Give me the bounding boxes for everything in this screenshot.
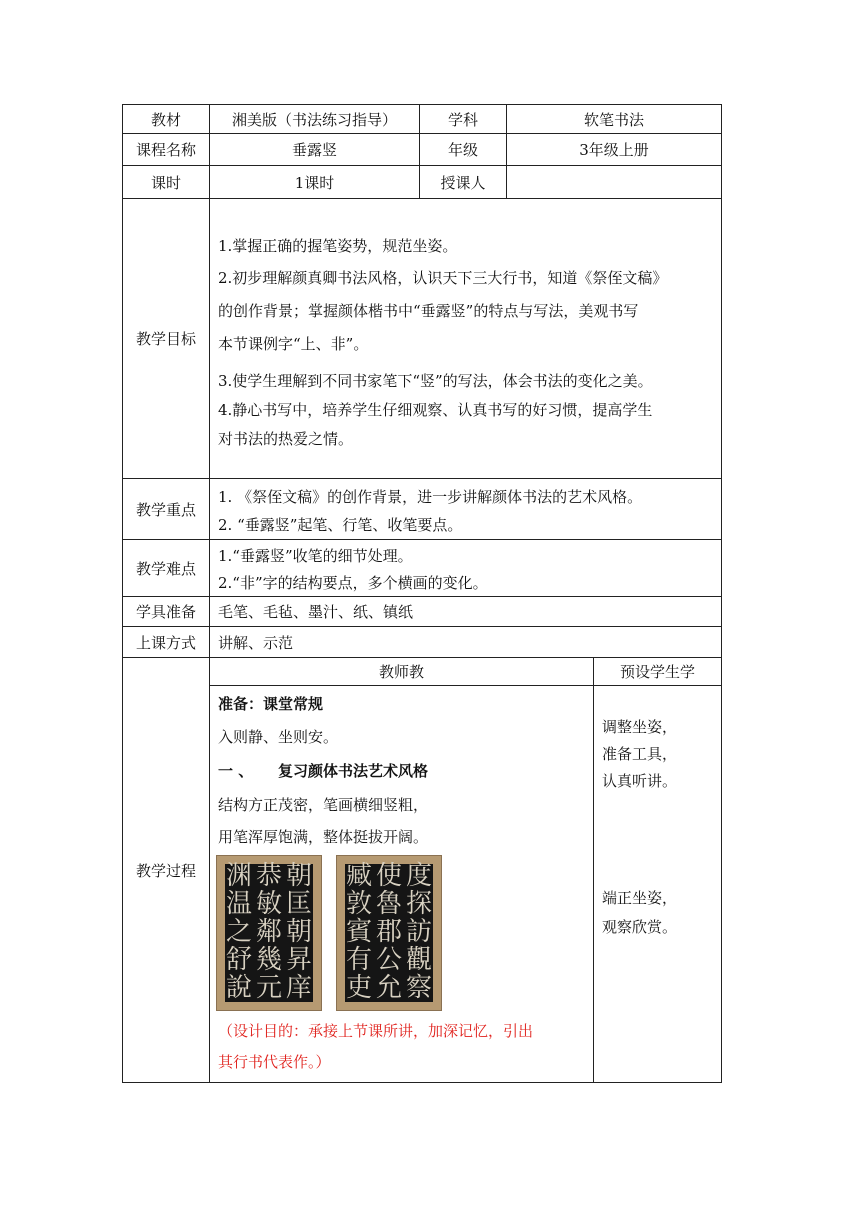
value-grade-text: 3年级上册: [579, 141, 649, 159]
label-textbook-text: 教材: [150, 110, 181, 129]
label-course-name: [122, 133, 210, 166]
design-note-line: （设计目的：承接上节课所讲，加深记忆，引出: [218, 1022, 534, 1040]
teacher-header-text: 教师教: [378, 663, 424, 681]
calligraphy-rubbing-image: [216, 855, 322, 1011]
student-line: 端正坐姿，: [602, 889, 678, 907]
design-note-line: 其行书代表作。）: [218, 1053, 331, 1071]
label-method: [122, 626, 210, 658]
value-textbook-text: 湘美版（书法练习指导）: [231, 110, 397, 129]
calligraphy-rubbing-image: [336, 855, 442, 1011]
label-class-hours: [122, 165, 210, 199]
label-goals: [122, 198, 210, 479]
student-header: [593, 657, 722, 686]
label-tools: [122, 596, 210, 627]
goal-line: 对书法的热爱之情。: [218, 430, 354, 448]
value-course-name: [209, 133, 420, 166]
tools-content: [209, 596, 722, 627]
value-teacher: [506, 165, 722, 199]
label-difficulties: [122, 539, 210, 597]
goal-line: 4.静心书写中，培养学生仔细观察、认真书写的好习惯，提高学生: [218, 401, 653, 419]
value-class-hours: [209, 165, 420, 199]
section1-title: 复习颜体书法艺术风格: [278, 762, 429, 780]
rubbing-column: 臧 敦 賓 有 吏: [345, 861, 372, 1003]
label-key-points: [122, 478, 210, 540]
goal-line: 的创作背景；掌握颜体楷书中“垂露竖”的特点与写法，美观书写: [218, 302, 639, 320]
method-content: [209, 626, 722, 658]
student-line: 认真听讲。: [602, 772, 678, 790]
label-subject: [419, 104, 507, 134]
method-text: 讲解、示范: [218, 634, 294, 652]
label-teacher-text: 授课人: [440, 173, 486, 192]
rubbing-column: 渊 温 之 舒 說: [225, 861, 252, 1003]
rubbing-column: 使 魯 郡 公 允: [375, 861, 402, 1003]
prep-text: 入则静、坐则安。: [218, 728, 339, 746]
label-difficulties-text: 教学难点: [135, 559, 196, 578]
section1-number: 一 、: [218, 762, 254, 780]
label-goals-text: 教学目标: [135, 330, 196, 348]
prep-title: 准备：课堂常规: [218, 695, 324, 713]
tools-text: 毛笔、毛毡、墨汁、纸、镇纸: [218, 603, 414, 621]
value-course-name-text: 垂露竖: [291, 141, 337, 159]
label-grade: [419, 133, 507, 166]
student-line: 观察欣赏。: [602, 918, 678, 936]
key-point-line: 2. “垂露竖”起笔、行笔、收笔要点。: [218, 516, 463, 534]
teacher-header: [209, 657, 594, 686]
goal-line: 3.使学生理解到不同书家笔下“竖”的写法，体会书法的变化之美。: [218, 372, 653, 390]
student-content: [593, 685, 722, 1083]
rubbing-column: 朝 匡 朝 昇 庠: [285, 861, 312, 1003]
difficulties-content: [209, 539, 722, 597]
key-points-content: [209, 478, 722, 540]
description-line: 结构方正茂密，笔画横细竖粗，: [218, 796, 429, 814]
student-header-text: 预设学生学: [619, 663, 695, 681]
value-subject: [506, 104, 722, 134]
goals-content: [209, 198, 722, 479]
teacher-content: [209, 685, 594, 1083]
value-class-hours-text: 1课时: [294, 173, 335, 192]
key-point-line: 1. 《祭侄文稿》的创作背景，进一步讲解颜体书法的艺术风格。: [218, 488, 643, 506]
value-textbook: [209, 104, 420, 134]
value-subject-text: 软笔书法: [583, 110, 644, 129]
difficulty-line: 1.“垂露竖”收笔的细节处理。: [218, 547, 413, 565]
label-process: [122, 657, 210, 1083]
student-line: 调整坐姿，: [602, 718, 678, 736]
goal-line: 本节课例字“上、非”。: [218, 335, 369, 353]
value-grade: [506, 133, 722, 166]
label-course-name-text: 课程名称: [135, 141, 196, 159]
label-grade-text: 年级: [447, 141, 478, 159]
label-process-text: 教学过程: [135, 861, 196, 880]
label-method-text: 上课方式: [135, 633, 196, 652]
label-class-hours-text: 课时: [150, 173, 181, 192]
rubbing-column: 度 探 訪 觀 察: [405, 861, 432, 1003]
rubbing-column: 恭 敏 鄰 幾 元: [255, 861, 282, 1003]
label-textbook: [122, 104, 210, 134]
label-tools-text: 学具准备: [135, 603, 196, 621]
label-teacher: [419, 165, 507, 199]
label-subject-text: 学科: [447, 110, 478, 129]
goal-line: 2.初步理解颜真卿书法风格，认识天下三大行书，知道《祭侄文稿》: [218, 269, 668, 287]
label-key-points-text: 教学重点: [135, 500, 196, 519]
student-line: 准备工具，: [602, 745, 678, 763]
difficulty-line: 2.“非”字的结构要点，多个横画的变化。: [218, 574, 488, 592]
goal-line: 1.掌握正确的握笔姿势，规范坐姿。: [218, 237, 458, 255]
description-line: 用笔浑厚饱满，整体挺拔开阔。: [218, 828, 429, 846]
